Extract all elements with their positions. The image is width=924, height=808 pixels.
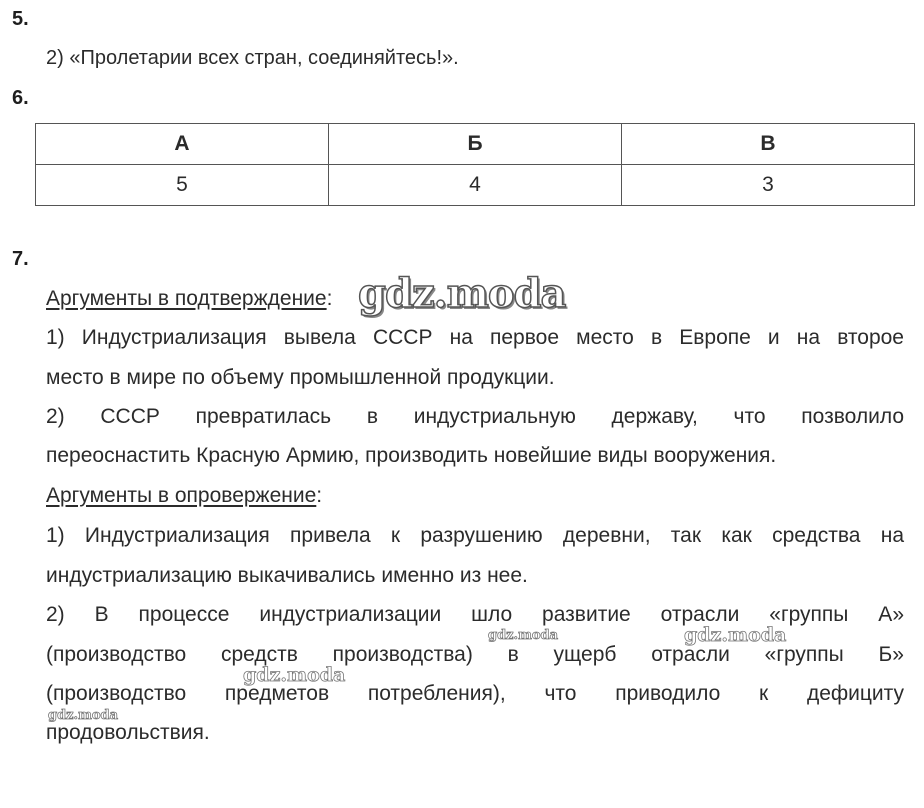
con-argument-1-line-2: индустриализацию выкачивались именно из нее. bbox=[46, 564, 528, 587]
watermark-logo-small: gdz.moda bbox=[48, 708, 119, 723]
question-5-number: 5. bbox=[12, 8, 29, 30]
table-header-row bbox=[36, 124, 915, 165]
table-header-cell: А bbox=[36, 124, 329, 165]
con-argument-1-line-1: 1) Индустриализация привела к разрушению деревни, так как средства на bbox=[46, 524, 904, 547]
question-7-number: 7. bbox=[12, 248, 29, 270]
con-heading bbox=[46, 484, 322, 508]
pro-heading-colon: : bbox=[326, 287, 333, 310]
con-argument-2-line-4: продовольствия. bbox=[46, 721, 210, 744]
con-argument-2-line-2: (производство средств производства) в ущерб отрасли «группы Б» bbox=[46, 643, 904, 666]
con-argument-2-line-3: (производство предметов потребления), что приводило к дефициту bbox=[46, 682, 904, 705]
pro-argument-1-line-1: 1) Индустриализация вывела СССР на первое место в Европе и на второе bbox=[46, 326, 904, 349]
con-argument-2-line-1: 2) В процессе индустриализации шло развитие отрасли «группы А» bbox=[46, 603, 904, 626]
table-header-cell: Б bbox=[329, 124, 622, 165]
watermark-logo-small: gdz.moda bbox=[684, 624, 787, 646]
pro-argument-1-line-2: место в мире по объему промышленной продукции. bbox=[46, 366, 555, 389]
pro-argument-2-line-2: переоснастить Красную Армию, производить новейшие виды вооружения. bbox=[46, 444, 777, 467]
con-heading-text: Аргументы в опровержение bbox=[46, 484, 317, 507]
table-row bbox=[36, 165, 915, 206]
answer-table bbox=[35, 123, 915, 206]
watermark-logo-small: gdz.moda bbox=[243, 664, 346, 686]
pro-heading bbox=[46, 287, 332, 311]
watermark-logo-large: gdz.moda bbox=[358, 270, 566, 317]
watermark-logo-small: gdz.moda bbox=[488, 628, 559, 643]
table-cell: 4 bbox=[329, 165, 622, 206]
table-header-cell: В bbox=[622, 124, 915, 165]
table-cell: 5 bbox=[36, 165, 329, 206]
question-5-answer: 2) «Пролетарии всех стран, соединяйтесь!». bbox=[46, 47, 459, 69]
question-6-number: 6. bbox=[12, 87, 29, 109]
pro-heading-text: Аргументы в подтверждение bbox=[46, 287, 327, 310]
con-heading-colon: : bbox=[316, 484, 323, 507]
table-cell: 3 bbox=[622, 165, 915, 206]
pro-argument-2-line-1: 2) СССР превратилась в индустриальную державу, что позволило bbox=[46, 405, 904, 428]
